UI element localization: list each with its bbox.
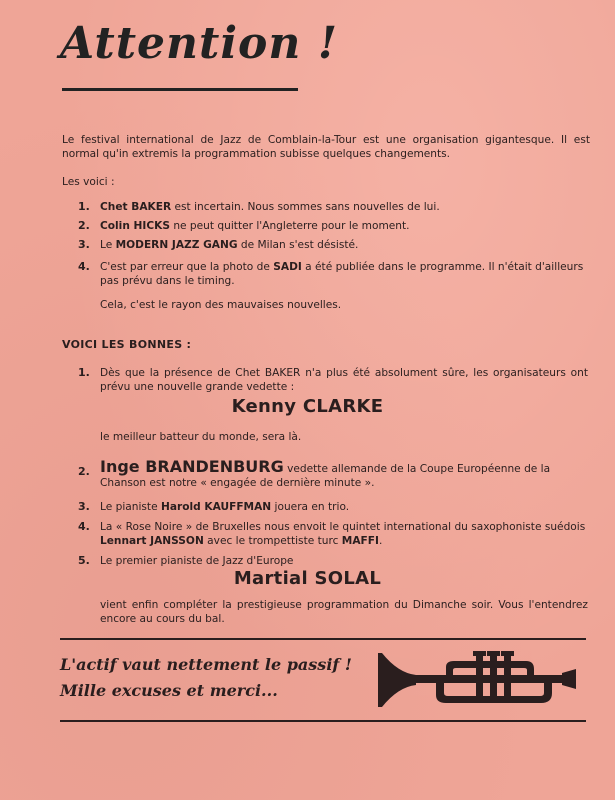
list-number: 4. — [78, 260, 90, 273]
item-text: . — [378, 535, 383, 547]
artist-name: Lennart JANSSON — [100, 535, 204, 547]
artist-name: Chet BAKER — [100, 201, 172, 213]
item-text: Le pianiste — [100, 501, 161, 513]
list-item — [100, 500, 588, 514]
list-item — [100, 200, 590, 214]
item-text: a été publiée dans le programme. Il n'était d'ailleurs pas prévu dans le timing. — [100, 261, 584, 287]
list-number: 3. — [78, 500, 90, 513]
item-text: C'est par erreur que la photo de — [100, 261, 274, 273]
headliner-martial-solal: Martial SOLAL — [233, 568, 382, 589]
list-item — [100, 457, 588, 490]
item-text: de Milan s'est désisté. — [237, 239, 359, 251]
divider-bottom — [60, 720, 586, 722]
item-text: le meilleur batteur du monde, sera là. — [100, 431, 302, 443]
artist-name: MODERN JAZZ GANG — [115, 239, 238, 251]
bad-news-closing: Cela, c'est le rayon des mauvaises nouvelles. — [100, 299, 342, 311]
list-item — [100, 260, 590, 288]
item-text: vedette allemande de la Coupe Européenne de la Chanson est notre « engagée de dernière minute ». — [100, 463, 551, 489]
item-text: ne peut quitter l'Angleterre pour le moment. — [169, 220, 410, 232]
item-text: Le — [100, 239, 116, 251]
list-item — [100, 520, 588, 548]
headliner-kenny-clarke: Kenny CLARKE — [231, 396, 384, 417]
slogan-line-2: Mille excuses et merci... — [60, 681, 278, 700]
artist-name: Inge BRANDENBURG — [100, 457, 284, 476]
artist-name: MAFFI — [341, 535, 379, 547]
list-number: 3. — [78, 238, 90, 251]
list-item — [100, 238, 590, 252]
list-number: 1. — [78, 366, 90, 379]
list-item — [100, 219, 590, 233]
artist-name: Harold KAUFFMAN — [160, 501, 272, 513]
artist-name: Colin HICKS — [100, 220, 170, 232]
item-text: La « Rose Noire » de Bruxelles nous envoit le quintet international du saxophoniste suédois — [100, 521, 586, 533]
list-item: Dès que la présence de Chet BAKER n'a plus été absolument sûre, les organisateurs ont prévu une nouvelle grande vedette : — [100, 367, 588, 393]
artist-name: SADI — [273, 261, 302, 273]
list-number: 2. — [78, 219, 90, 232]
list-number: 2. — [78, 465, 90, 478]
item-text: jouera en trio. — [271, 501, 350, 513]
item-text: avec le trompettiste turc — [203, 535, 342, 547]
slogan-line-1: L'actif vaut nettement le passif ! — [60, 655, 352, 674]
page-title: Attention ! — [60, 18, 339, 69]
trumpet-icon — [376, 647, 578, 711]
title-underline — [62, 88, 298, 91]
good-news-heading: VOICI LES BONNES : — [62, 338, 192, 351]
intro-paragraph: Le festival international de Jazz de Comblain-la-Tour est une organisation gigantesque. Il est normal qu'in extremis la programmation subisse quelques changements. — [62, 134, 590, 160]
list-number: 1. — [78, 200, 90, 213]
list-item: Le premier pianiste de Jazz d'Europe — [100, 555, 294, 567]
divider-top — [60, 638, 586, 640]
voici-label: Les voici : — [62, 176, 115, 188]
item-text: vient enfin compléter la prestigieuse programmation du Dimanche soir. Vous l'entendrez encore au cours du bal. — [100, 599, 588, 625]
list-number: 5. — [78, 554, 90, 567]
item-text: est incertain. Nous sommes sans nouvelles de lui. — [171, 201, 440, 213]
list-number: 4. — [78, 520, 90, 533]
